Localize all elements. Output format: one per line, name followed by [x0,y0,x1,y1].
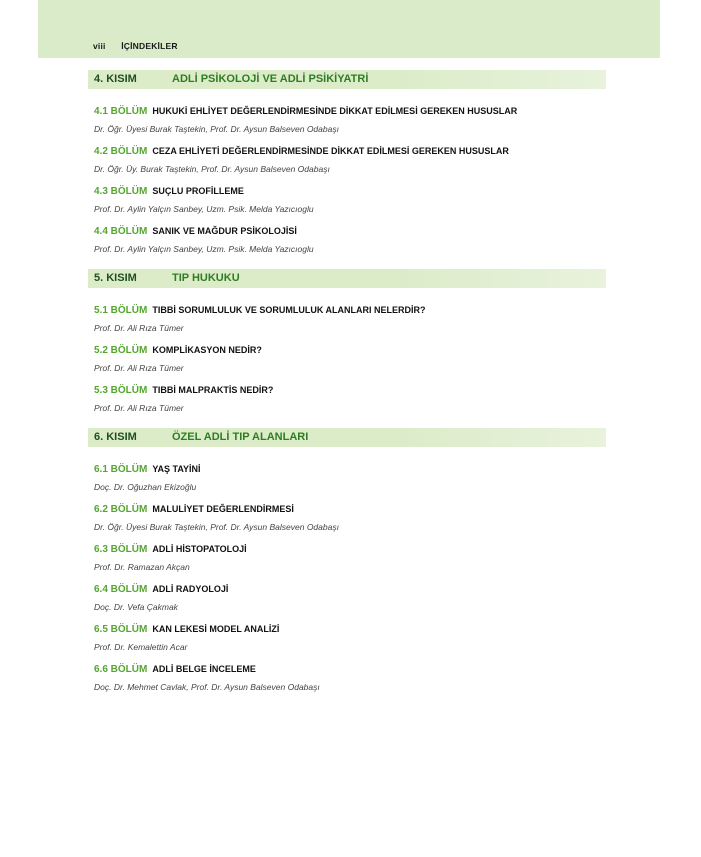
chapter-authors: Dr. Öğr. Üyesi Burak Taştekin, Prof. Dr. Aysun Balseven Odabaşı [94,522,339,532]
chapter-title: ADLİ RADYOLOJİ [152,584,229,594]
chapter-entry[interactable] [94,145,701,175]
chapter-entry[interactable] [94,384,701,414]
chapter-title: TIBBİ SORUMLULUK VE SORUMLULUK ALANLARI NELERDİR? [152,305,426,315]
chapter-number: 4.3 BÖLÜM [94,186,148,197]
chapter-number: 4.1 BÖLÜM [94,106,148,117]
chapter-title-line [94,344,701,357]
part-title: ÖZEL ADLİ TIP ALANLARI [172,431,309,443]
chapter-title-line [94,623,701,636]
part-number: 4. KISIM [94,73,137,85]
chapter-entry[interactable] [94,225,701,255]
spacer [0,414,701,428]
chapter-entry[interactable] [94,503,701,533]
chapter-authors: Doç. Dr. Mehmet Cavlak, Prof. Dr. Aysun Balseven Odabaşı [94,682,320,692]
chapter-title-line [94,463,701,476]
chapter-entry[interactable] [94,543,701,573]
chapter-title: CEZA EHLİYETİ DEĞERLENDİRMESİNDE DİKKAT EDİLMESİ GEREKEN HUSUSLAR [152,146,509,156]
page-title: İÇİNDEKİLER [121,41,178,51]
chapter-title-line [94,304,701,317]
chapter-number: 6.2 BÖLÜM [94,504,148,515]
chapter-entry[interactable] [94,583,701,613]
part-title: TIP HUKUKU [172,272,240,284]
chapter-authors: Prof. Dr. Ali Rıza Tümer [94,323,184,333]
part-number: 6. KISIM [94,431,137,443]
chapter-entry[interactable] [94,304,701,334]
chapter-entry[interactable] [94,663,701,693]
chapter-number: 6.1 BÖLÜM [94,464,148,475]
chapter-number: 4.4 BÖLÜM [94,226,148,237]
chapter-title-line [94,583,701,596]
table-of-contents [0,70,701,693]
chapter-title-line [94,384,701,397]
chapter-title: KOMPLİKASYON NEDİR? [152,345,262,355]
chapter-authors: Dr. Öğr. Üyesi Burak Taştekin, Prof. Dr. Aysun Balseven Odabaşı [94,124,339,134]
chapter-authors: Dr. Öğr. Üy. Burak Taştekin, Prof. Dr. Aysun Balseven Odabaşı [94,164,330,174]
chapter-authors: Prof. Dr. Ali Rıza Tümer [94,403,184,413]
page-number: viii [93,41,106,51]
chapter-title: SANIK VE MAĞDUR PSİKOLOJİSİ [152,226,297,236]
part-heading [88,428,606,447]
chapter-authors: Prof. Dr. Aylin Yalçın Sanbey, Uzm. Psik. Melda Yazıcıoglu [94,244,314,254]
chapter-title: MALULİYET DEĞERLENDİRMESİ [152,504,294,514]
chapter-authors: Prof. Dr. Ali Rıza Tümer [94,363,184,373]
chapter-title-line [94,105,701,118]
chapter-title: HUKUKİ EHLİYET DEĞERLENDİRMESİNDE DİKKAT EDİLMESİ GEREKEN HUSUSLAR [152,106,518,116]
chapter-title-line [94,185,701,198]
chapter-number: 4.2 BÖLÜM [94,146,148,157]
chapter-entry[interactable] [94,185,701,215]
chapter-title-line [94,543,701,556]
chapter-title-line [94,225,701,238]
page-header [93,41,178,51]
chapter-title-line [94,145,701,158]
chapter-number: 5.3 BÖLÜM [94,385,148,396]
chapter-entry[interactable] [94,105,701,135]
chapter-authors: Doç. Dr. Vefa Çakmak [94,602,178,612]
chapter-title: TIBBİ MALPRAKTİS NEDİR? [152,385,274,395]
chapter-number: 6.4 BÖLÜM [94,584,148,595]
part-title: ADLİ PSİKOLOJİ VE ADLİ PSİKİYATRİ [172,73,369,85]
chapter-number: 6.6 BÖLÜM [94,664,148,675]
chapter-title-line [94,503,701,516]
chapter-entry[interactable] [94,623,701,653]
part-number: 5. KISIM [94,272,137,284]
part-heading [88,269,606,288]
chapter-title-line [94,663,701,676]
chapter-title: ADLİ HİSTOPATOLOJİ [152,544,247,554]
chapter-authors: Prof. Dr. Kemalettin Acar [94,642,188,652]
chapter-title: YAŞ TAYİNİ [152,464,201,474]
chapter-entry[interactable] [94,463,701,493]
chapter-number: 6.5 BÖLÜM [94,624,148,635]
part-heading [88,70,606,89]
chapter-authors: Prof. Dr. Ramazan Akçan [94,562,190,572]
chapter-number: 5.1 BÖLÜM [94,305,148,316]
chapter-number: 5.2 BÖLÜM [94,345,148,356]
spacer [0,255,701,269]
chapter-authors: Prof. Dr. Aylin Yalçın Sanbey, Uzm. Psik. Melda Yazıcıoglu [94,204,314,214]
chapter-title: ADLİ BELGE İNCELEME [152,664,256,674]
chapter-entry[interactable] [94,344,701,374]
chapter-title: SUÇLU PROFİLLEME [152,186,244,196]
chapter-title: KAN LEKESİ MODEL ANALİZİ [152,624,280,634]
chapter-authors: Doç. Dr. Oğuzhan Ekizoğlu [94,482,197,492]
chapter-number: 6.3 BÖLÜM [94,544,148,555]
